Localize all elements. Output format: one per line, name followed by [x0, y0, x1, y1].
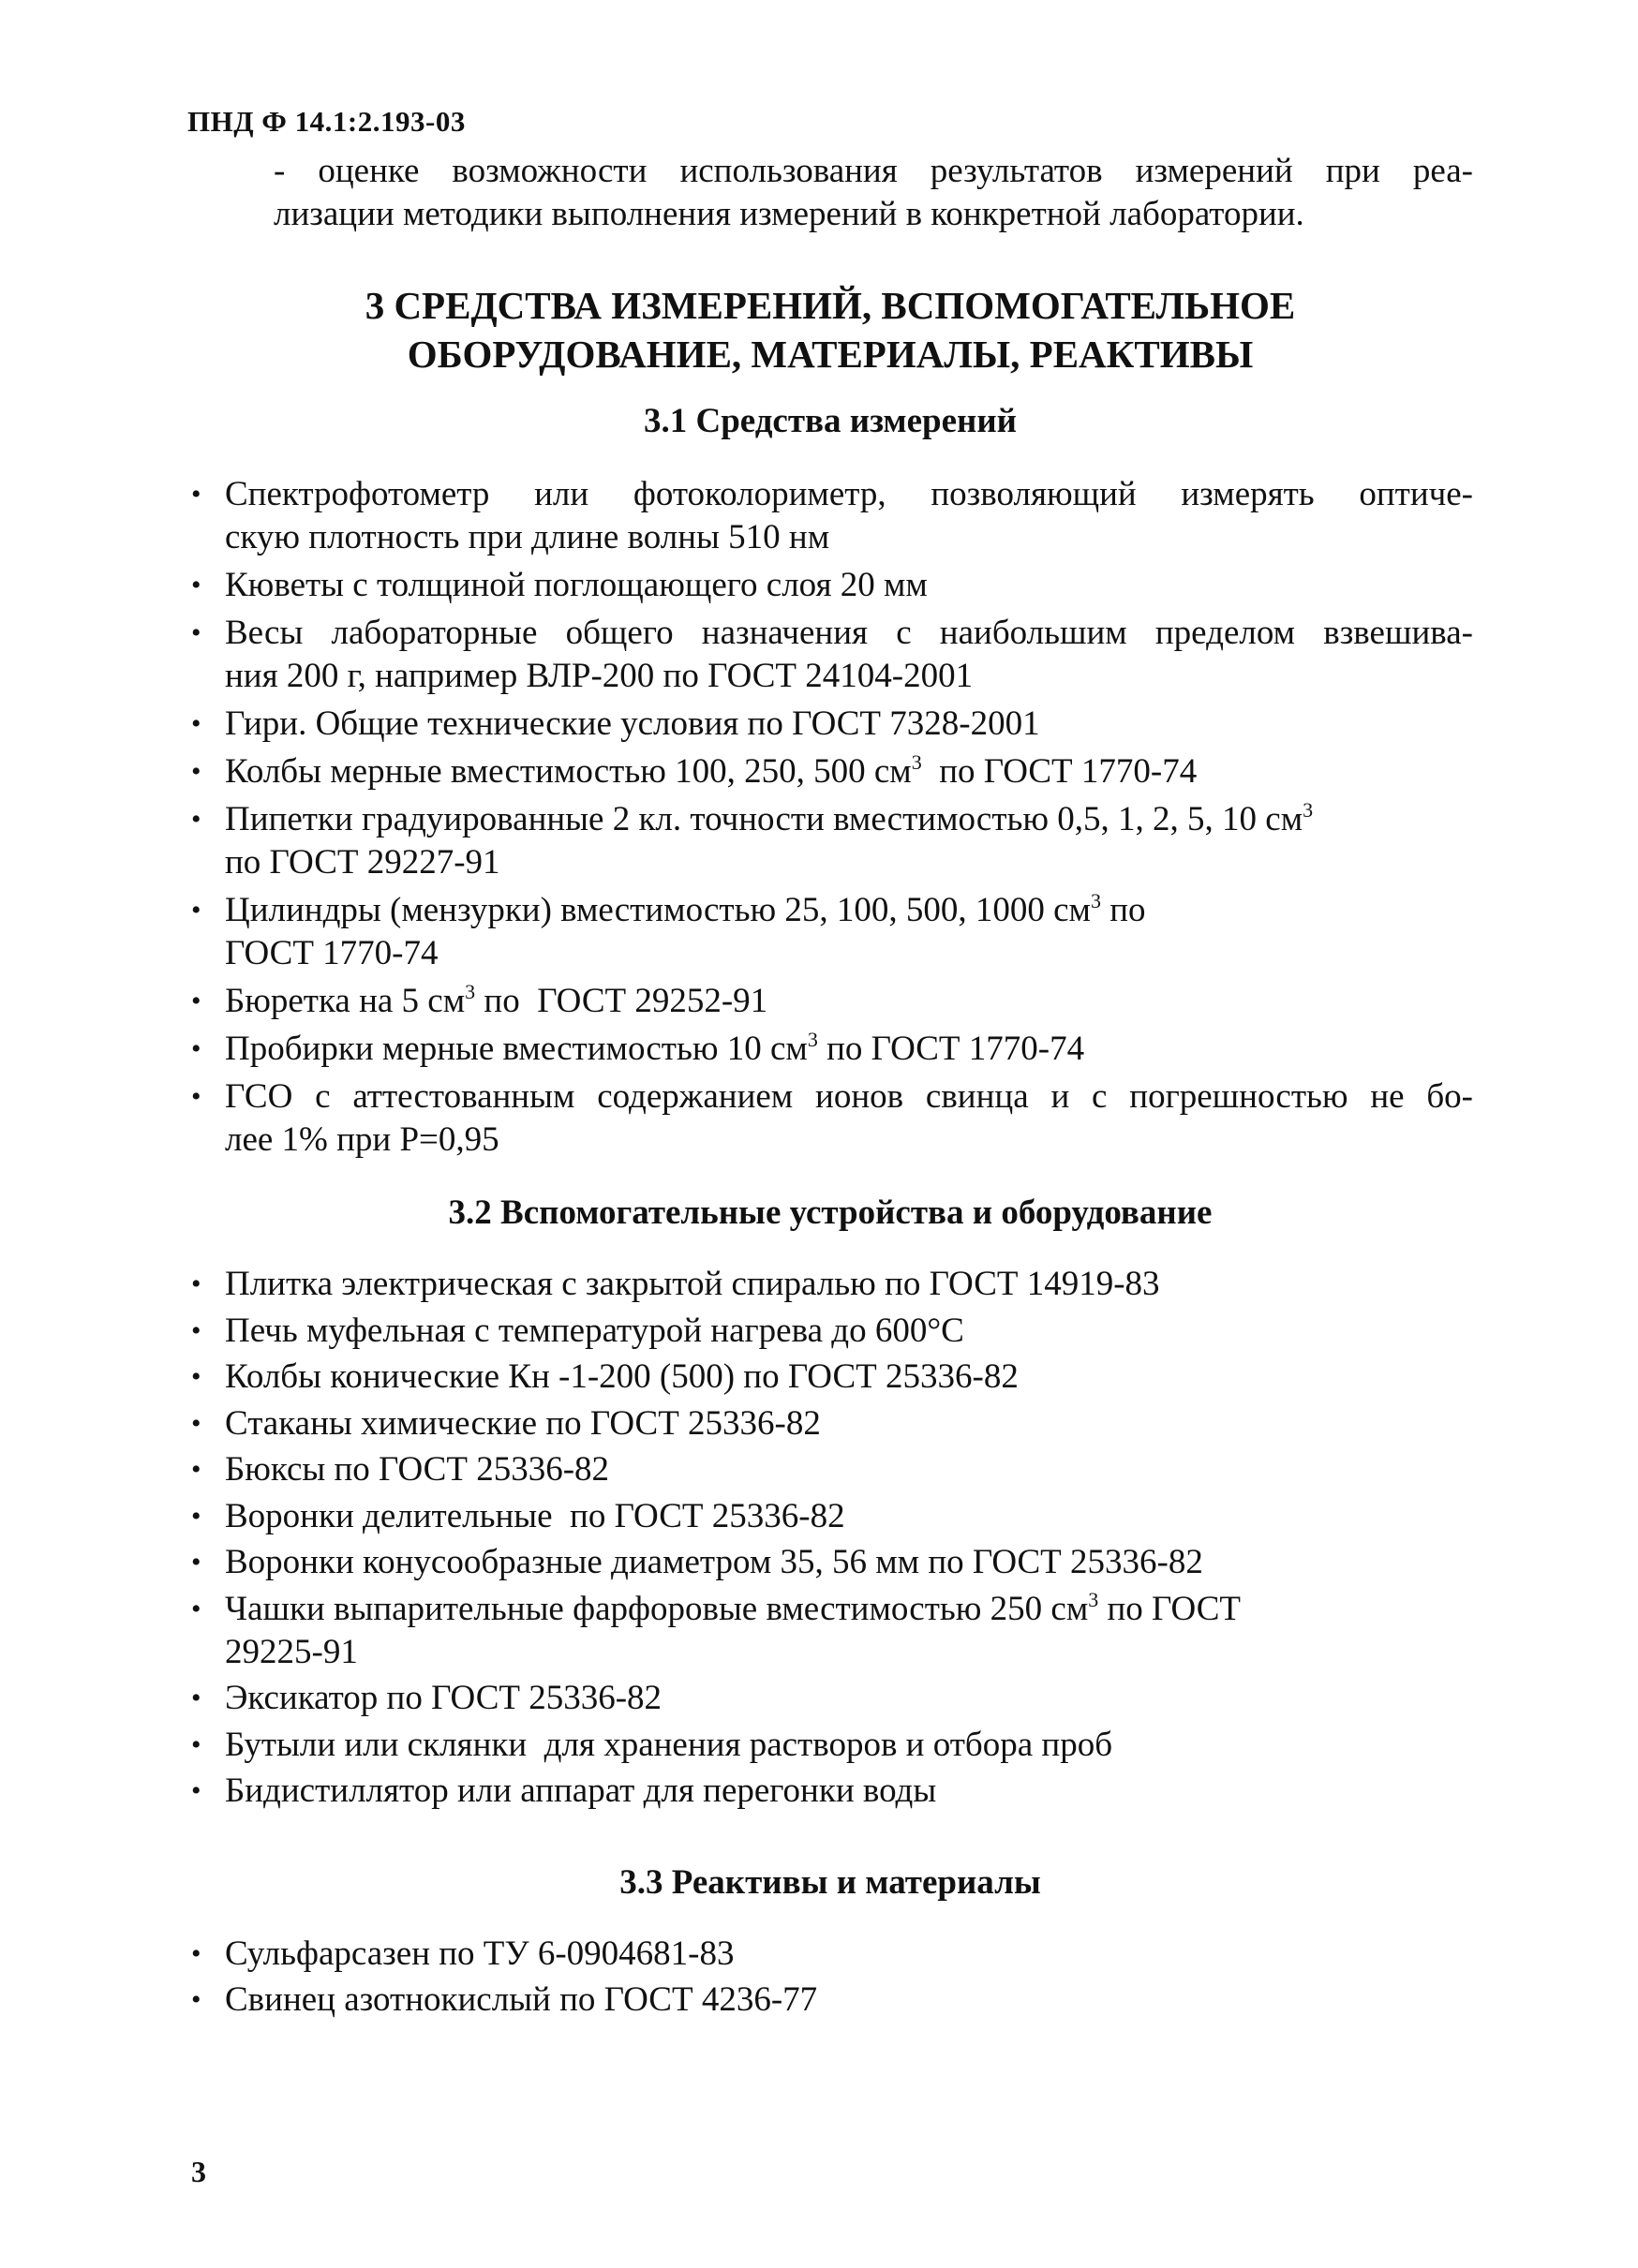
- bullet-icon: •: [191, 708, 201, 739]
- list-item-text: Чашки выпарительные фарфоровые вместимостью 250 см: [225, 1589, 1089, 1628]
- intro-line-2: лизации методики выполнения измерений в конкретной лаборатории.: [274, 195, 1304, 233]
- list-item-line-2: ния 200 г, например ВЛР-200 по ГОСТ 24104-2001: [225, 657, 974, 695]
- list-item-text: Сульфарсазен по ТУ 6-0904681-83: [225, 1934, 735, 1973]
- bullet-icon: •: [191, 1454, 201, 1485]
- subsection-3-2-title: 3.2 Вспомогательные устройства и оборудование: [448, 1193, 1213, 1232]
- bullet-icon: •: [191, 1728, 201, 1760]
- page-number: 3: [191, 2155, 206, 2188]
- list-item-text-tail: по ГОСТ: [1098, 1589, 1241, 1628]
- bullet-icon: •: [191, 1682, 201, 1713]
- bullet-icon: •: [191, 756, 201, 787]
- list-item-text: Кюветы с толщиной поглощающего слоя 20 мм: [225, 566, 928, 604]
- superscript: 3: [1088, 1587, 1099, 1611]
- list-item: [187, 1310, 1473, 1353]
- list-item-text: Стаканы химические по ГОСТ 25336-82: [225, 1403, 821, 1443]
- list-item-text: Бидистиллятор или аппарат для перегонки воды: [225, 1771, 937, 1810]
- bullet-icon: •: [191, 1361, 201, 1392]
- list-item-text: Бюретка на 5 см: [225, 982, 466, 1020]
- bullet-icon: •: [191, 1775, 201, 1806]
- measurement-tools-list: [187, 473, 1473, 1166]
- bullet-icon: •: [191, 1593, 201, 1624]
- list-item-line-2: лее 1% при Р=0,95: [225, 1120, 499, 1159]
- list-item-text: Печь муфельная с температурой нагрева до 600°С: [225, 1311, 964, 1350]
- bullet-icon: •: [191, 986, 201, 1016]
- bullet-icon: •: [191, 1033, 201, 1064]
- list-item: [187, 889, 1473, 975]
- list-item-line-1: Спектрофотометр или фотоколориметр, позволяющий измерять оптиче-: [225, 475, 1473, 513]
- auxiliary-equipment-list: [187, 1263, 1473, 1816]
- bullet-icon: •: [191, 1081, 201, 1112]
- bullet-icon: •: [191, 895, 201, 926]
- list-item: [187, 703, 1473, 746]
- section-3-title-line-1: 3 СРЕДСТВА ИЗМЕРЕНИЙ, ВСПОМОГАТЕЛЬНОЕ: [365, 284, 1296, 327]
- list-item: [187, 1356, 1473, 1399]
- subsection-3-3-title: 3.3 Реактивы и материалы: [619, 1863, 1041, 1902]
- list-item-text: Эксикатор по ГОСТ 25336-82: [225, 1679, 663, 1717]
- list-item-text-tail: по: [1100, 891, 1146, 929]
- list-item-line-2: по ГОСТ 29227-91: [225, 843, 500, 882]
- superscript: 3: [465, 980, 476, 1003]
- list-item-line-1: ГСО с аттестованным содержанием ионов свинца и с погрешностью не бо-: [225, 1077, 1473, 1116]
- reagents-list: [187, 1933, 1473, 2024]
- list-item-text: Бутыли или склянки для хранения растворов и отбора проб: [225, 1725, 1113, 1764]
- list-item: [187, 1028, 1473, 1071]
- list-item-text: Пипетки градуированные 2 кл. точности вместимостью 0,5, 1, 2, 5, 10 см: [225, 800, 1303, 838]
- list-item: [187, 1495, 1473, 1538]
- section-3-title-line-2: ОБОРУДОВАНИЕ, МАТЕРИАЛЫ, РЕАКТИВЫ: [407, 333, 1254, 376]
- list-item: [187, 473, 1473, 559]
- bullet-icon: •: [191, 1938, 201, 1969]
- intro-line-1: - оценке возможности использования результатов измерений при реа-: [274, 152, 1473, 190]
- list-item-text-tail: по ГОСТ 1770-74: [921, 752, 1198, 791]
- list-item: [187, 564, 1473, 607]
- bullet-icon: •: [191, 1547, 201, 1578]
- list-item-line-1: Весы лабораторные общего назначения с наибольшим пределом взвешива-: [225, 614, 1473, 652]
- document-code: ПНД Ф 14.1:2.193-03: [187, 105, 466, 138]
- section-3-title: [187, 281, 1473, 378]
- subsection-3-1-title: 3.1 Средства измерений: [643, 402, 1018, 440]
- list-item: [187, 1541, 1473, 1584]
- intro-paragraph: [274, 150, 1473, 236]
- superscript: 3: [1303, 798, 1314, 822]
- list-item: [187, 1770, 1473, 1813]
- bullet-icon: •: [191, 1407, 201, 1439]
- list-item-text: Цилиндры (мензурки) вместимостью 25, 100, 500, 1000 см: [225, 891, 1091, 929]
- bullet-icon: •: [191, 479, 201, 510]
- list-item: [187, 980, 1473, 1023]
- list-item-text-tail: по ГОСТ 1770-74: [817, 1030, 1085, 1068]
- list-item: [187, 1979, 1473, 2022]
- list-item-text: Пробирки мерные вместимостью 10 см: [225, 1030, 808, 1068]
- list-item: [187, 1588, 1473, 1674]
- list-item-line-2: 29225-91: [225, 1632, 358, 1671]
- list-item-line-2: скую плотность при длине волны 510 нм: [225, 518, 830, 556]
- list-item: [187, 1677, 1473, 1720]
- list-item-text: Колбы мерные вместимостью 100, 250, 500 см: [225, 752, 912, 791]
- bullet-icon: •: [191, 617, 201, 648]
- list-item-text: Воронки конусообразные диаметром 35, 56 мм по ГОСТ 25336-82: [225, 1543, 1203, 1581]
- list-item: [187, 1724, 1473, 1767]
- bullet-icon: •: [191, 570, 201, 600]
- list-item: [187, 1263, 1473, 1306]
- superscript: 3: [1090, 889, 1101, 912]
- bullet-icon: •: [191, 804, 201, 835]
- list-item: [187, 1402, 1473, 1445]
- list-item: [187, 1075, 1473, 1162]
- list-item: [187, 612, 1473, 698]
- bullet-icon: •: [191, 1314, 201, 1346]
- bullet-icon: •: [191, 1500, 201, 1532]
- list-item-text: Воронки делительные по ГОСТ 25336-82: [225, 1496, 845, 1535]
- list-item-line-2: ГОСТ 1770-74: [225, 934, 439, 972]
- bullet-icon: •: [191, 1268, 201, 1299]
- list-item: [187, 1448, 1473, 1491]
- superscript: 3: [911, 750, 922, 774]
- list-item-text: Плитка электрическая с закрытой спиралью по ГОСТ 14919-83: [225, 1265, 1160, 1303]
- list-item: [187, 1933, 1473, 1976]
- list-item-text: Гири. Общие технические условия по ГОСТ 7328-2001: [225, 704, 1040, 743]
- bullet-icon: •: [191, 1984, 201, 2015]
- list-item-text: Свинец азотнокислый по ГОСТ 4236-77: [225, 1980, 818, 2019]
- list-item: [187, 750, 1473, 793]
- superscript: 3: [807, 1028, 818, 1051]
- list-item: [187, 798, 1473, 884]
- list-item-text: Колбы конические Кн -1-200 (500) по ГОСТ 25336-82: [225, 1357, 1019, 1396]
- list-item-text-tail: по ГОСТ 29252-91: [475, 982, 768, 1020]
- list-item-text: Бюксы по ГОСТ 25336-82: [225, 1450, 610, 1489]
